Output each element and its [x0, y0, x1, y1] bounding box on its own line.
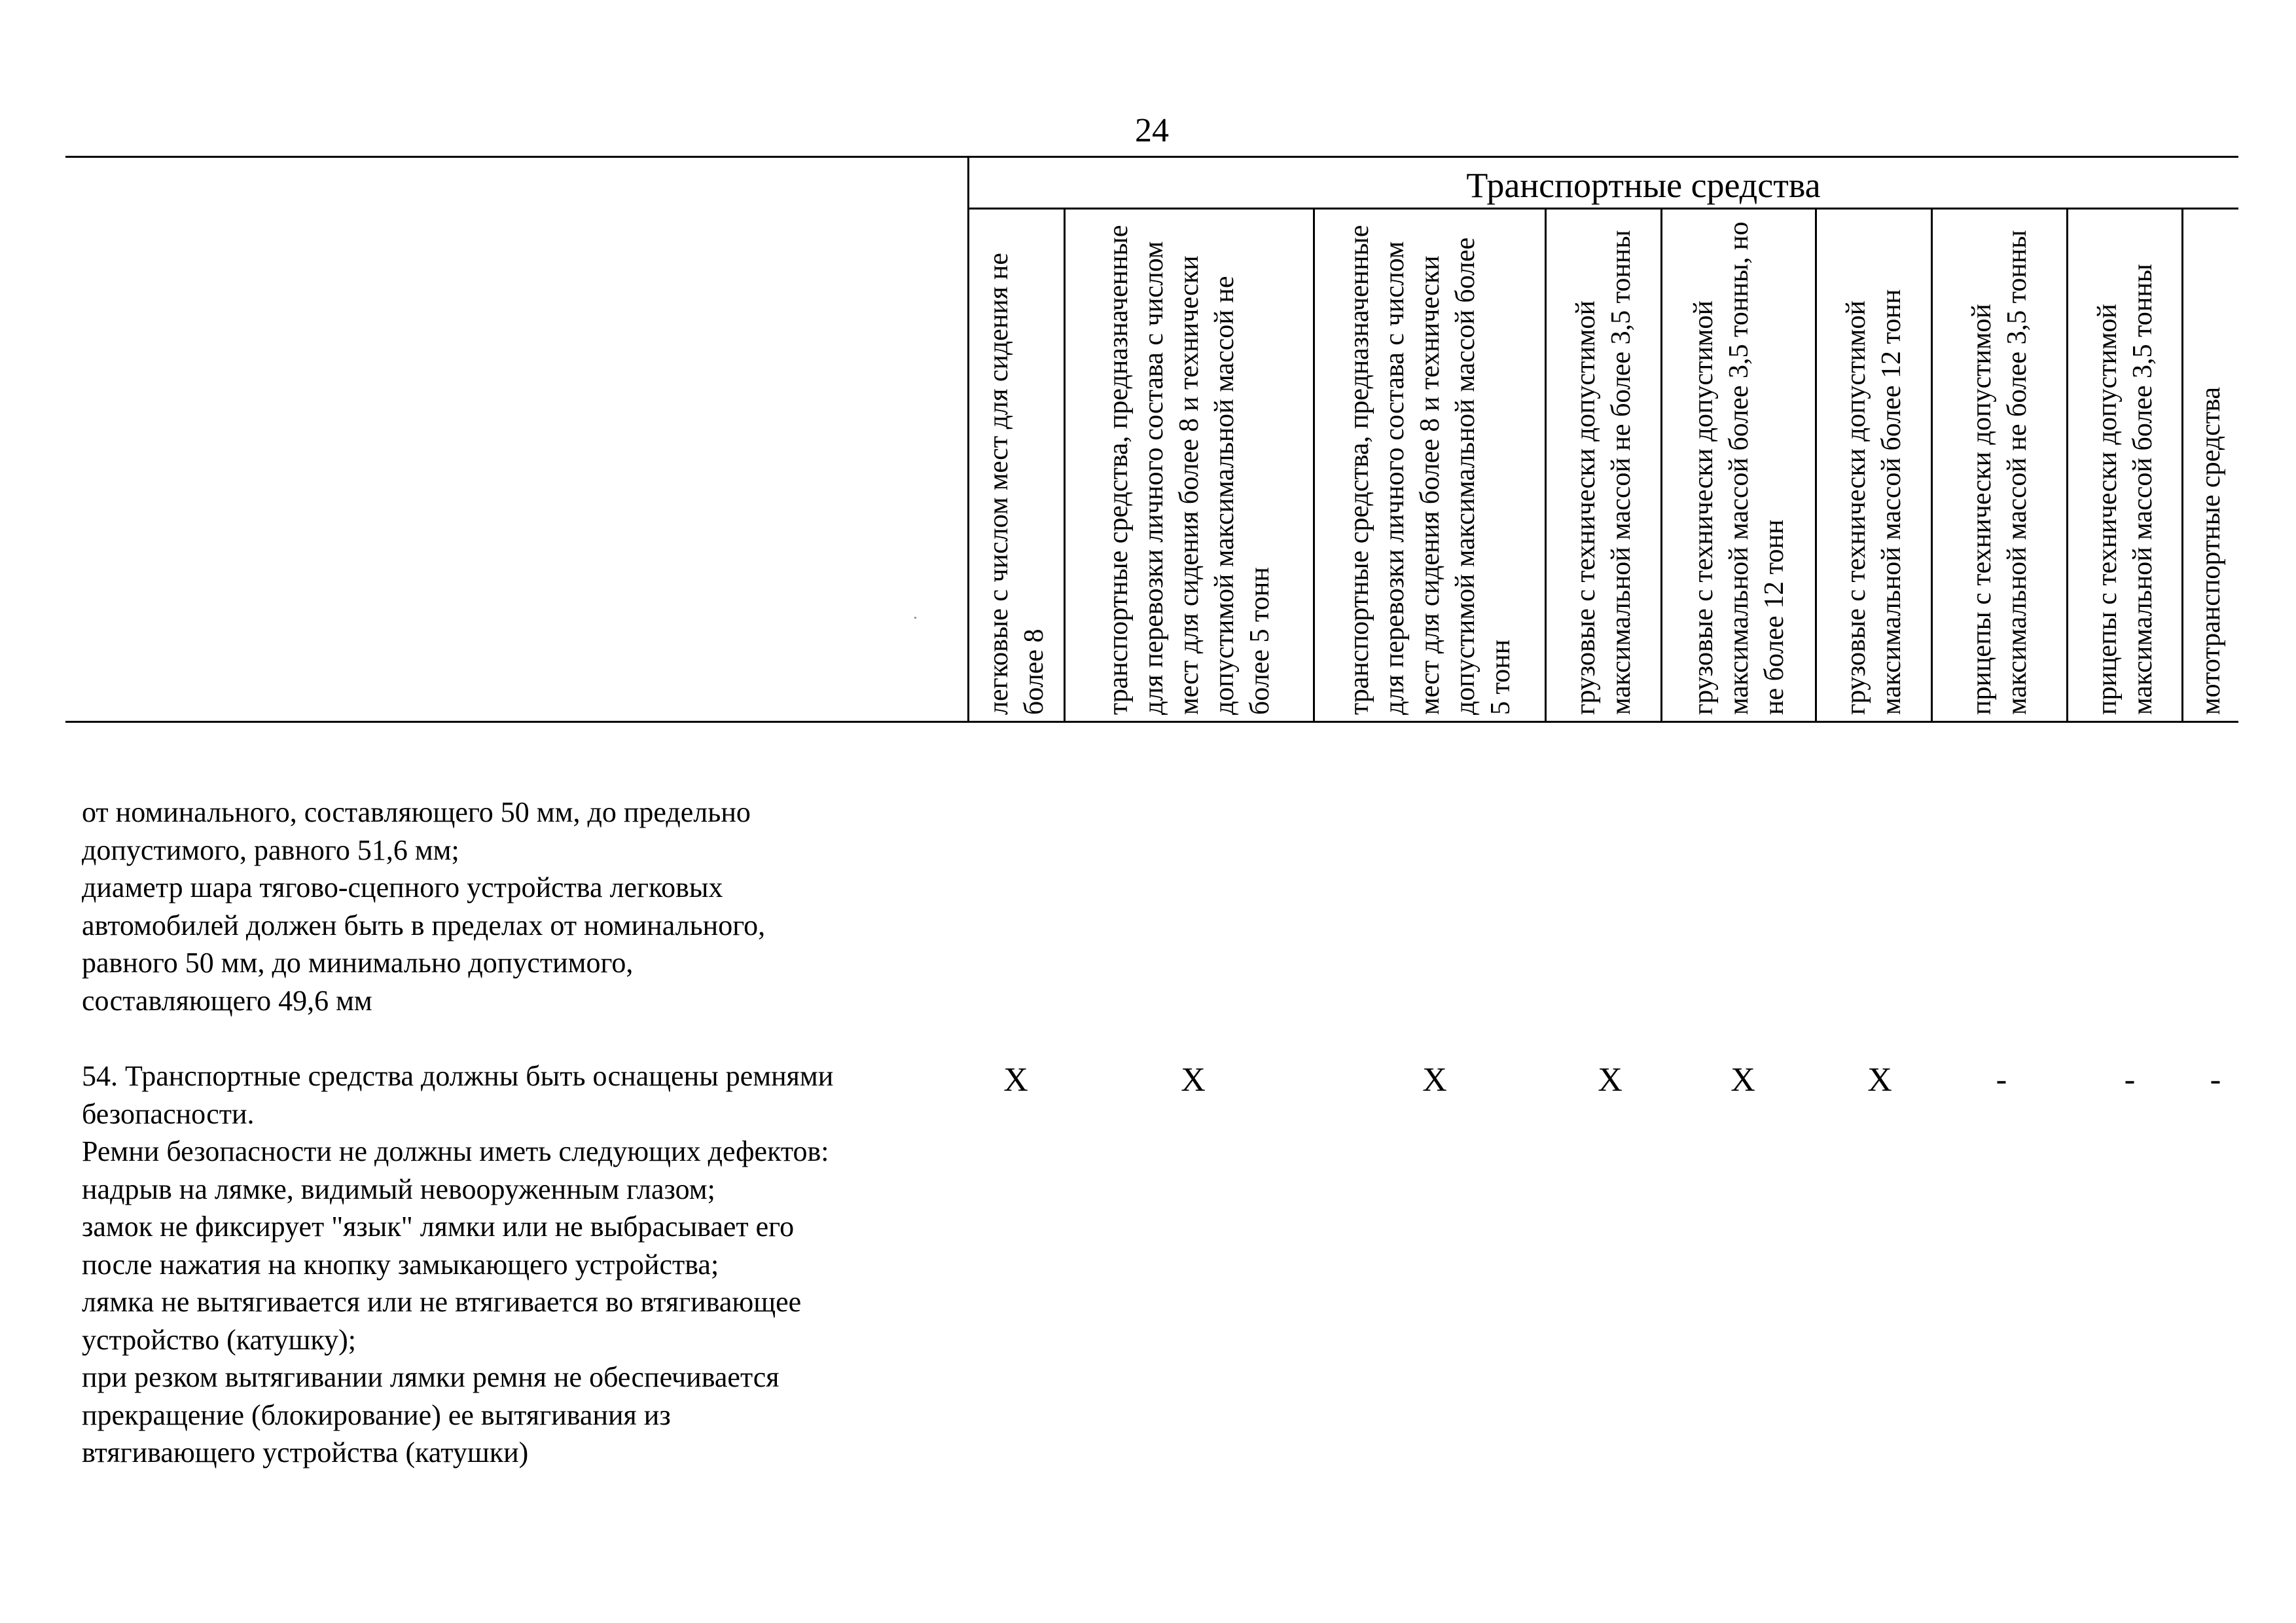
text-line: втягивающего устройства (катушки) — [82, 1436, 529, 1468]
column-header — [969, 211, 1064, 721]
text-line: устройство (катушку); — [82, 1323, 356, 1356]
column-header — [1933, 211, 2066, 721]
text-line: замок не фиксирует "язык" лямки или не выбрасывает его — [82, 1211, 795, 1243]
applicability-mark: - — [2124, 1061, 2136, 1097]
text-line: диаметр шара тягово-сцепного устройства легковых — [82, 871, 723, 903]
applicability-mark: X — [1422, 1061, 1447, 1099]
requirement-item-54 — [82, 1057, 959, 1472]
applicability-mark: X — [1731, 1061, 1755, 1099]
text-line: от номинального, составляющего 50 мм, до предельно — [82, 796, 751, 828]
text-line: автомобилей должен быть в пределах от номинального, — [82, 909, 766, 941]
column-header — [1662, 211, 1815, 721]
column-header — [1817, 211, 1931, 721]
text-line: при резком вытягивании лямки ремня не обеспечивается — [82, 1361, 780, 1393]
column-header — [1315, 211, 1545, 721]
text-line: Ремни безопасности не должны иметь следующих дефектов: — [82, 1135, 829, 1167]
text-line: равного 50 мм, до минимально допустимого, — [82, 947, 634, 979]
column-header-text: прицепы с технически допустимой максимальной массой не более 3,5 тонны — [1967, 230, 2032, 715]
column-header-text: грузовые с технически допустимой максимальной массой более 3,5 тонны, но не более 12 тонн — [1688, 221, 1789, 715]
applicability-mark: X — [1003, 1061, 1028, 1099]
text-line: допустимого, равного 51,6 мм; — [82, 833, 459, 866]
text-line: после нажатия на кнопку замыкающего устройства; — [82, 1248, 719, 1281]
text-line: лямка не вытягивается или не втягивается во втягивающее — [82, 1286, 802, 1318]
column-header — [2068, 211, 2181, 721]
column-header-text: легковые с числом мест для сидения не более 8 — [984, 253, 1049, 715]
applicability-mark: - — [1996, 1061, 2007, 1097]
table-group-header: Транспортные средства — [1466, 166, 1821, 205]
requirement-continuation — [82, 793, 959, 1019]
table-top-rule — [65, 156, 2238, 158]
column-header — [2183, 211, 2238, 721]
text-line: прекращение (блокирование) ее вытягивания из — [82, 1398, 671, 1431]
scan-speck — [914, 617, 916, 619]
column-header-text: мототранспортные средства — [2196, 386, 2226, 715]
column-header — [1547, 211, 1660, 721]
applicability-mark: X — [1598, 1061, 1623, 1099]
page-number: 24 — [1135, 112, 1169, 149]
column-header-text: транспортные средства, предназначенные для перевозки личного состава с числом мест для сидения более 8 и технически допустимой максимальной массой не более 5 тонн — [1103, 225, 1275, 715]
applicability-mark: X — [1181, 1061, 1206, 1099]
text-line: безопасности. — [82, 1097, 255, 1130]
text-line: надрыв на лямке, видимый невооруженным глазом; — [82, 1173, 715, 1205]
group-header-rule — [967, 208, 2238, 210]
column-header-text: грузовые с технически допустимой максимальной массой более 12 тонн — [1841, 289, 1907, 715]
text-line: 54. Транспортные средства должны быть оснащены ремнями — [82, 1060, 834, 1092]
column-header-text: транспортные средства, предназначенные для перевозки личного состава с числом мест для сидения более 8 и технически допустимой максимальной массой более 5 тонн — [1344, 225, 1516, 715]
text-line: составляющего 49,6 мм — [82, 984, 372, 1017]
column-header — [1066, 211, 1313, 721]
applicability-mark: - — [2210, 1061, 2221, 1097]
applicability-mark: X — [1867, 1061, 1892, 1099]
column-header-text: прицепы с технически допустимой максимальной массой более 3,5 тонны — [2092, 263, 2158, 715]
column-header-text: грузовые с технически допустимой максимальной массой не более 3,5 тонны — [1571, 230, 1636, 715]
